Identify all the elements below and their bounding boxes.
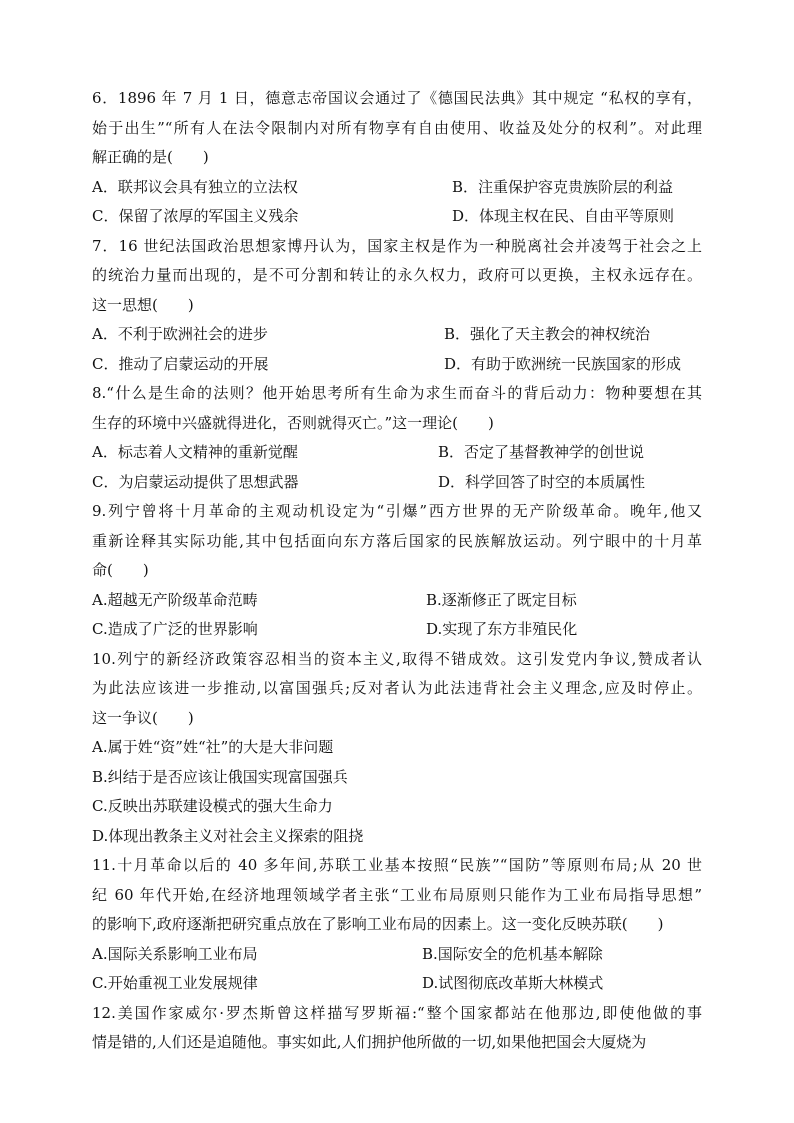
answer-option[interactable]: B．否定了基督教神学的创世说: [438, 443, 645, 461]
answer-option[interactable]: C.反映出苏联建设模式的强大生命力: [92, 797, 333, 815]
question-q12: [92, 999, 702, 1058]
option-row: [92, 320, 702, 350]
exam-page: [92, 84, 702, 1058]
answer-option[interactable]: C.开始重视工业发展规律: [92, 974, 258, 992]
answer-option[interactable]: B.逐渐修正了既定目标: [426, 590, 577, 609]
question-stem-line: 的统治力量而出现的，是不可分割和转让的永久权力，政府可以更换，主权永远存在。: [92, 266, 702, 284]
option-row: [92, 822, 702, 852]
option-row: [92, 586, 702, 616]
answer-option[interactable]: D.试图彻底改革斯大林模式: [422, 974, 604, 992]
option-row: [92, 940, 702, 970]
question-stem-line: 情是错的,人们还是追随他。事实如此,人们拥护他所做的一切,如果他把国会大厦烧为: [92, 1033, 647, 1051]
question-stem-line: 的影响下,政府逐渐把研究重点放在了影响工业布局的因素上。这一变化反映苏联( ): [92, 915, 664, 933]
question-stem-line: 为此法应该进一步推动,以富国强兵;反对者认为此法违背社会主义理念,应及时停止。: [92, 679, 702, 697]
answer-option[interactable]: C．保留了浓厚的军国主义残余: [92, 207, 299, 225]
answer-option[interactable]: A.超越无产阶级革命范畴: [92, 590, 258, 609]
question-stem-line: 7．16 世纪法国政治思想家博丹认为，国家主权是作为一种脱离社会并凌驾于社会之上: [92, 236, 702, 255]
question-stem-line: 这一争议( ): [92, 708, 194, 727]
answer-option[interactable]: B.国际安全的危机基本解除: [422, 944, 603, 963]
option-row: [92, 468, 702, 498]
answer-option[interactable]: A.属于姓“资”姓“社”的大是大非问题: [92, 738, 334, 756]
question-q7: [92, 232, 702, 380]
question-stem-line: 9.列宁曾将十月革命的主观动机设定为“引爆”西方世界的无产阶级革命。晚年,他又: [92, 502, 702, 520]
answer-option[interactable]: C．推动了启蒙运动的开展: [92, 354, 269, 373]
option-row: [92, 969, 702, 999]
answer-option[interactable]: B.纠结于是否应该让俄国实现富国强兵: [92, 767, 348, 786]
question-stem-line: 6．1896 年 7 月 1 日，德意志帝国议会通过了《德国民法典》其中规定 “私权的享有，: [92, 89, 702, 107]
answer-option[interactable]: C.造成了广泛的世界影响: [92, 620, 258, 638]
answer-option[interactable]: D.体现出教条主义对社会主义探索的阻挠: [92, 826, 364, 845]
question-stem-line: 12.美国作家威尔·罗杰斯曾这样描写罗斯福:“整个国家都站在他那边,即使他做的事: [92, 1003, 702, 1022]
question-stem-line: 重新诠释其实际功能,其中包括面向东方落后国家的民族解放运动。列宁眼中的十月革: [92, 531, 702, 550]
question-stem-line: 8.“什么是生命的法则？他开始思考所有生命为求生而奋斗的背后动力：物种要想在其: [92, 384, 702, 402]
answer-option[interactable]: D．科学回答了时空的本质属性: [438, 472, 646, 491]
question-stem-line: 命( ): [92, 561, 149, 579]
answer-option[interactable]: D．体现主权在民、自由平等原则: [452, 207, 675, 225]
answer-option[interactable]: B．注重保护容克贵族阶层的利益: [452, 177, 674, 196]
question-q6: [92, 84, 702, 232]
answer-option[interactable]: D．有助于欧洲统一民族国家的形成: [444, 354, 682, 373]
question-stem-line: 解正确的是( ): [92, 148, 209, 166]
option-row: [92, 733, 702, 763]
answer-option[interactable]: A．不利于欧洲社会的进步: [92, 325, 268, 343]
option-row: [92, 763, 702, 793]
option-row: [92, 173, 702, 203]
option-row: [92, 202, 702, 232]
question-q10: [92, 645, 702, 852]
question-q9: [92, 497, 702, 645]
question-stem-line: 这一思想( ): [92, 295, 194, 314]
question-stem-line: 10.列宁的新经济政策容忍相当的资本主义,取得不错成效。这引发党内争议,赞成者认: [92, 649, 702, 668]
question-q11: [92, 851, 702, 999]
answer-option[interactable]: C．为启蒙运动提供了思想武器: [92, 472, 299, 491]
answer-option[interactable]: B．强化了天主教会的神权统治: [444, 325, 651, 343]
question-stem-line: 纪 60 年代开始,在经济地理领域学者主张“工业布局原则只能作为工业布局指导思想”: [92, 885, 702, 904]
option-row: [92, 792, 702, 822]
question-stem-line: 生存的环境中兴盛就得进化，否则就得灭亡。”这一理论( ): [92, 413, 494, 432]
option-row: [92, 350, 702, 380]
option-row: [92, 615, 702, 645]
option-row: [92, 438, 702, 468]
question-stem-line: 始于出生”“所有人在法令限制内对所有物享有自由使用、收益及处分的权利”。对此理: [92, 118, 702, 137]
answer-option[interactable]: A．联邦议会具有独立的立法权: [92, 177, 298, 196]
answer-option[interactable]: D.实现了东方非殖民化: [426, 620, 578, 638]
answer-option[interactable]: A.国际关系影响工业布局: [92, 944, 258, 963]
question-stem-line: 11.十月革命以后的 40 多年间,苏联工业基本按照“民族”“国防”等原则布局;从 20 世: [92, 856, 702, 874]
answer-option[interactable]: A．标志着人文精神的重新觉醒: [92, 443, 298, 461]
question-q8: [92, 379, 702, 497]
